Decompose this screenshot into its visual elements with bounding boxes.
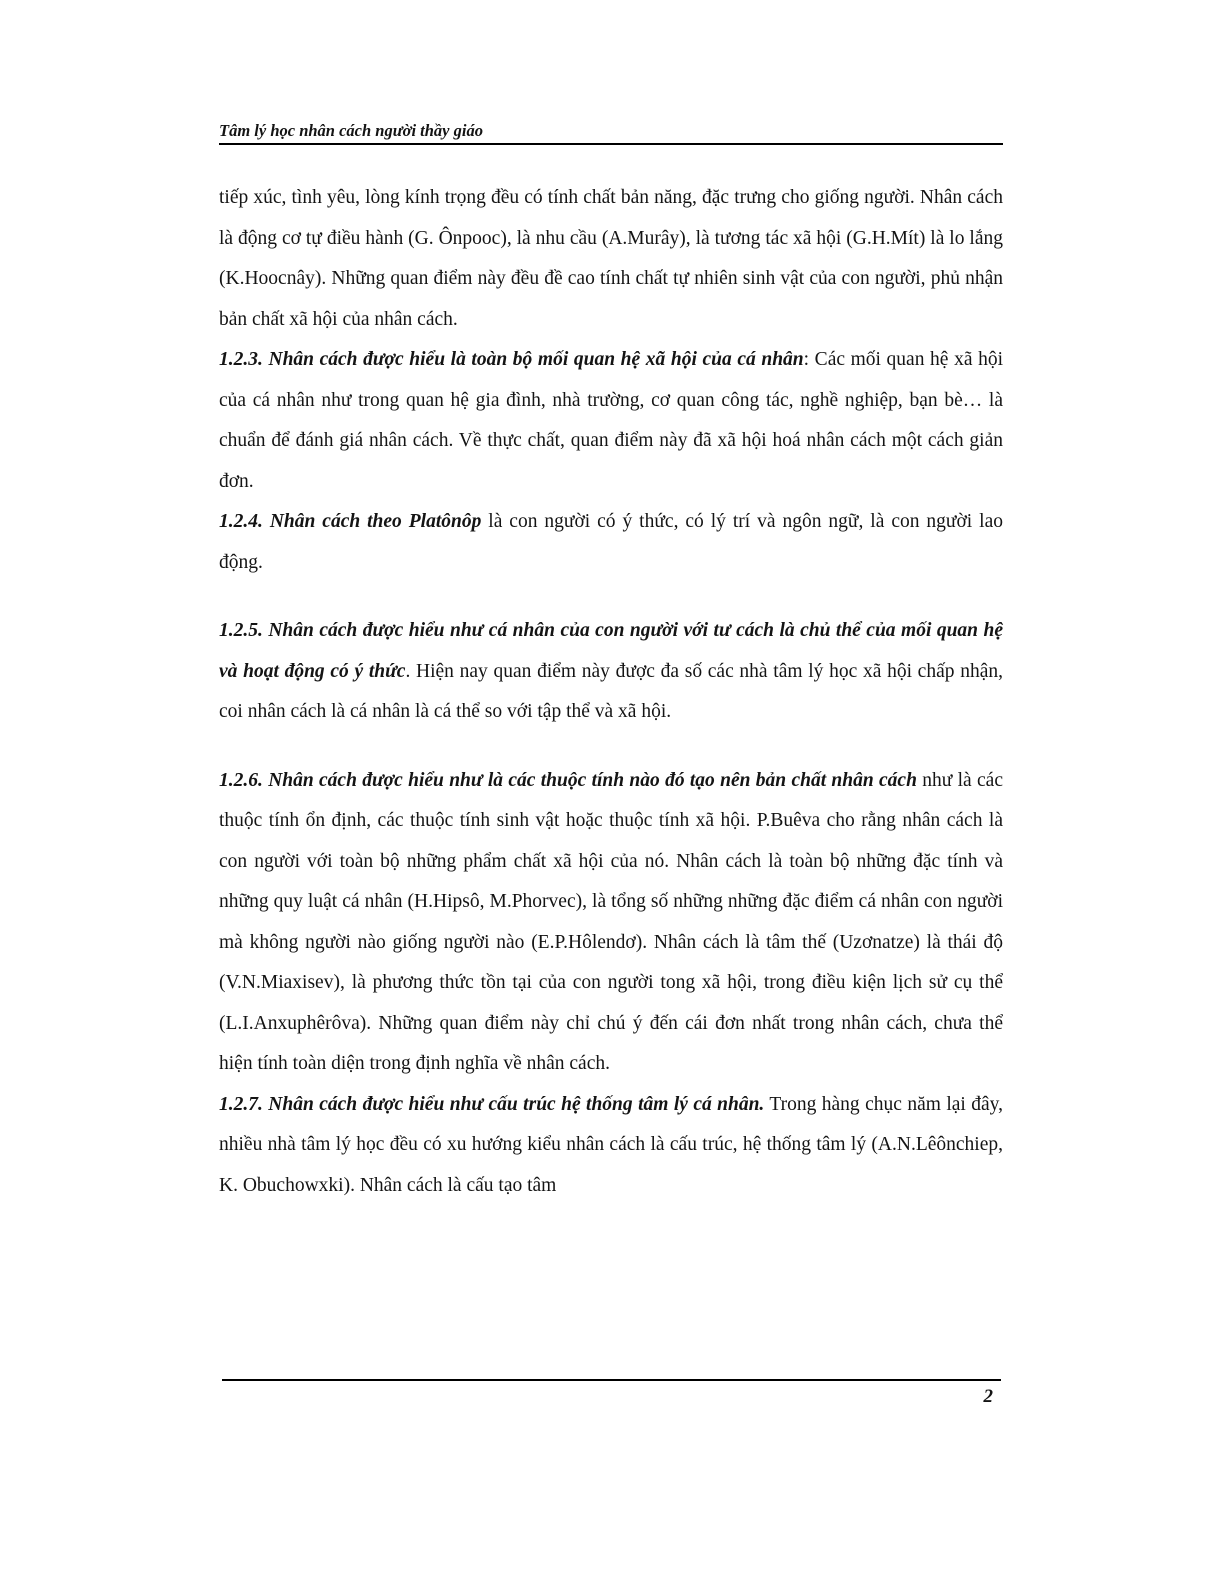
section-heading: 1.2.3. Nhân cách được hiểu là toàn bộ mối quan hệ xã hội của cá nhân xyxy=(219,349,804,370)
paragraph-text: . Hiện nay quan điểm này được đa số các nhà tâm lý học xã hội chấp nhận, coi nhân cách là cá nhân là cá thể so với tập thể và xã hội. xyxy=(219,660,1003,722)
paragraph-1-2-5 xyxy=(219,611,1003,733)
paragraph-1-2-6 xyxy=(219,761,1003,1085)
footer-divider xyxy=(222,1379,1001,1381)
paragraph-1-2-7 xyxy=(219,1085,1003,1207)
paragraph-text: Trong hàng chục năm lại đây, nhiều nhà tâm lý học đều có xu hướng kiểu nhân cách là cấu trúc, hệ thống tâm lý (A.N.Lêônchiep, K. Obuchowxki). Nhân cách là cấu tạo tâm xyxy=(219,1093,1003,1196)
paragraph-text: : Các mối quan hệ xã hội của cá nhân như trong quan hệ gia đình, nhà trường, cơ quan công tác, nghề nghiệp, bạn bè… là chuẩn để đánh giá nhân cách. Về thực chất, quan điểm này đã xã hội hoá nhân cách một cách giản đơn. xyxy=(219,349,1004,492)
paragraph-intro xyxy=(219,178,1003,340)
section-heading: 1.2.7. Nhân cách được hiểu như cấu trúc hệ thống tâm lý cá nhân. xyxy=(219,1093,765,1115)
page-header-title: Tâm lý học nhân cách người thầy giáo xyxy=(219,120,1003,145)
paragraph-text: như là các thuộc tính ổn định, các thuộc tính sinh vật hoặc thuộc tính xã hội. P.Buêva cho rằng nhân cách là con người với toàn bộ những phẩm chất xã hội của nó. Nhân cách là toàn bộ những đặc tính và những quy luật cá nhân (H.Hipsô, M.Phorvec), là tổng số những những đặc điểm cá nhân con người mà không người nào giống người nào (E.P.Hôlendơ). Nhân cách là tâm thế (Uzơnatze) là thái độ (V.N.Miaxisev), là phương thức tồn tại của con người tong xã hội, trong điều kiện lịch sử cụ thể (L.I.Anxuphêrôva). Những quan điểm này chỉ chú ý đến cái đơn nhất trong nhân cách, chưa thể hiện tính toàn diện trong định nghĩa về nhân cách. xyxy=(219,769,1003,1074)
section-heading: 1.2.4. Nhân cách theo Platônôp xyxy=(219,511,482,532)
section-heading: 1.2.6. Nhân cách được hiểu như là các thuộc tính nào đó tạo nên bản chất nhân cách xyxy=(219,769,917,791)
section-heading: 1.2.5. Nhân cách được hiểu như cá nhân của con người với tư cách là chủ thể của mối quan hệ và hoạt động có ý thức xyxy=(219,620,1003,682)
page-number: 2 xyxy=(983,1386,993,1407)
document-body xyxy=(219,178,1003,1206)
paragraph-text: tiếp xúc, tình yêu, lòng kính trọng đều có tính chất bản năng, đặc trưng cho giống người. Nhân cách là động cơ tự điều hành (G. Ônpooc), là nhu cầu (A.Murây), là tương tác xã hội (G.H.Mít) là lo lắng (K.Hoocnây). Những quan điểm này đều đề cao tính chất tự nhiên sinh vật của con người, phủ nhận bản chất xã hội của nhân cách. xyxy=(219,187,1003,330)
paragraph-1-2-3 xyxy=(219,340,1003,502)
paragraph-text: là con người có ý thức, có lý trí và ngôn ngữ, là con người lao động. xyxy=(219,511,1003,573)
paragraph-1-2-4 xyxy=(219,502,1003,583)
